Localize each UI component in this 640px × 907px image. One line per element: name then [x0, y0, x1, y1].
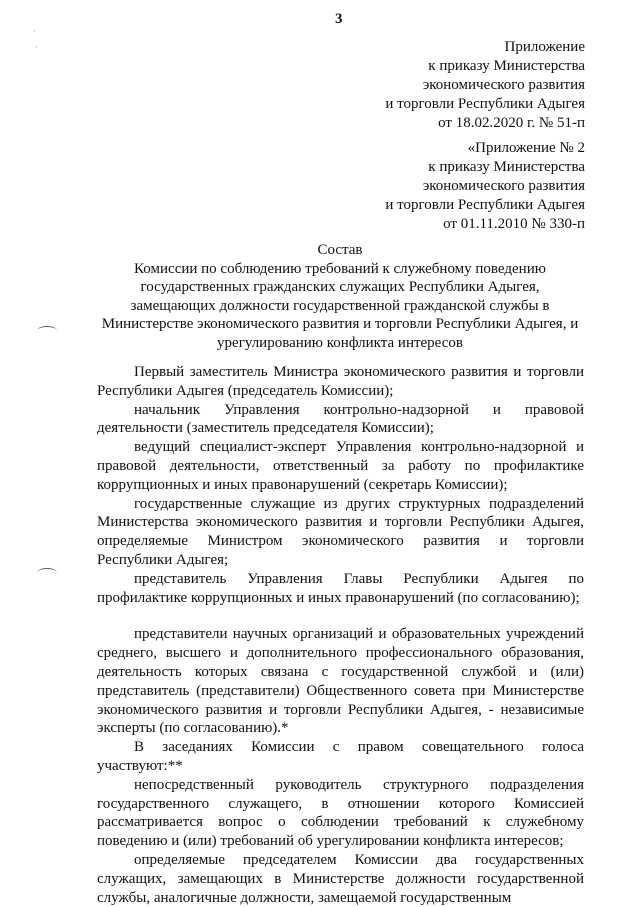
advisory-item: непосредственный руководитель структурного подразделения государственного служащего, в отношении которого Комиссией рассматривается вопрос о соблюдении требований к служебному поведению и (или) требований об урегулировании конфликта интересов; — [97, 776, 584, 850]
scan-speck: · — [35, 43, 38, 52]
appendix-line: экономического развития — [422, 178, 585, 194]
advisory-intro: В заседаниях Комиссии с правом совещательного голоса участвуют:** — [97, 739, 584, 774]
appendix-line: к приказу Министерства — [428, 58, 585, 74]
advisory-item: определяемые председателем Комиссии два государственных служащих, замещающих в Министерстве должности государственной службы, аналогичные должности, замещаемой государственным — [97, 851, 584, 906]
appendix-line: и торговли Республики Адыгея — [385, 96, 585, 112]
appendix-header-amended — [385, 139, 585, 234]
heading-line: урегулированию конфликта интересов — [217, 334, 463, 351]
heading-line: Министерстве экономического развития и торговли Республики Адыгея, и — [101, 316, 579, 333]
appendix-line: Приложение — [504, 39, 585, 55]
document-heading — [95, 241, 585, 353]
member-item: Первый заместитель Министра экономического развития и торговли Республики Адыгея (председатель Комиссии); — [97, 364, 584, 399]
heading-line: Комиссии по соблюдению требований к служебному поведению — [134, 260, 546, 277]
appendix-line: «Приложение № 2 — [467, 140, 585, 156]
appendix-line: и торговли Республики Адыгея — [385, 197, 585, 213]
member-item: государственные служащие из других структурных подразделений Министерства экономического развития и торговли Республики Адыгея, определяемые Министром экономического развития и торговли Республики Адыгея; — [97, 495, 584, 568]
member-item: начальник Управления контрольно-надзорной и правовой деятельности (заместитель председателя Комиссии); — [97, 401, 584, 437]
heading-line: государственных гражданских служащих Республики Адыгея, — [140, 279, 540, 296]
heading-title: Состав — [317, 242, 363, 258]
heading-line: замещающих должности государственной гражданской службы в — [130, 297, 550, 314]
appendix-line: экономического развития — [422, 77, 585, 93]
appendix-line: от 01.11.2010 № 330-п — [443, 216, 585, 232]
member-item: ведущий специалист-эксперт Управления контрольно-надзорной и правовой деятельности, ответственный за работу по профилактике коррупционных и иных правонарушений (секретарь Комиссии); — [97, 439, 584, 493]
page-number: 3 — [335, 11, 343, 27]
member-item: представители научных организаций и образовательных учреждений среднего, высшего и дополнительного профессионального образования, деятельность которых связана с государственной службой и (или) представитель (представители) Общественного совета при Министерстве экономического развития и торговли Республики Адыгея, - независимые эксперты (по согласованию).* — [97, 626, 584, 737]
appendix-line: к приказу Министерства — [428, 159, 585, 175]
scan-speck: · — [33, 27, 36, 36]
appendix-line: от 18.02.2020 г. № 51-п — [438, 115, 585, 131]
paragraph-gap — [97, 607, 584, 625]
punch-hole-mark — [37, 568, 57, 577]
commission-members — [97, 363, 584, 907]
member-item: представитель Управления Главы Республики Адыгея по профилактике коррупционных и иных правонарушений (по согласованию); — [97, 570, 584, 606]
appendix-header-current — [385, 38, 585, 133]
punch-hole-mark — [37, 326, 57, 335]
